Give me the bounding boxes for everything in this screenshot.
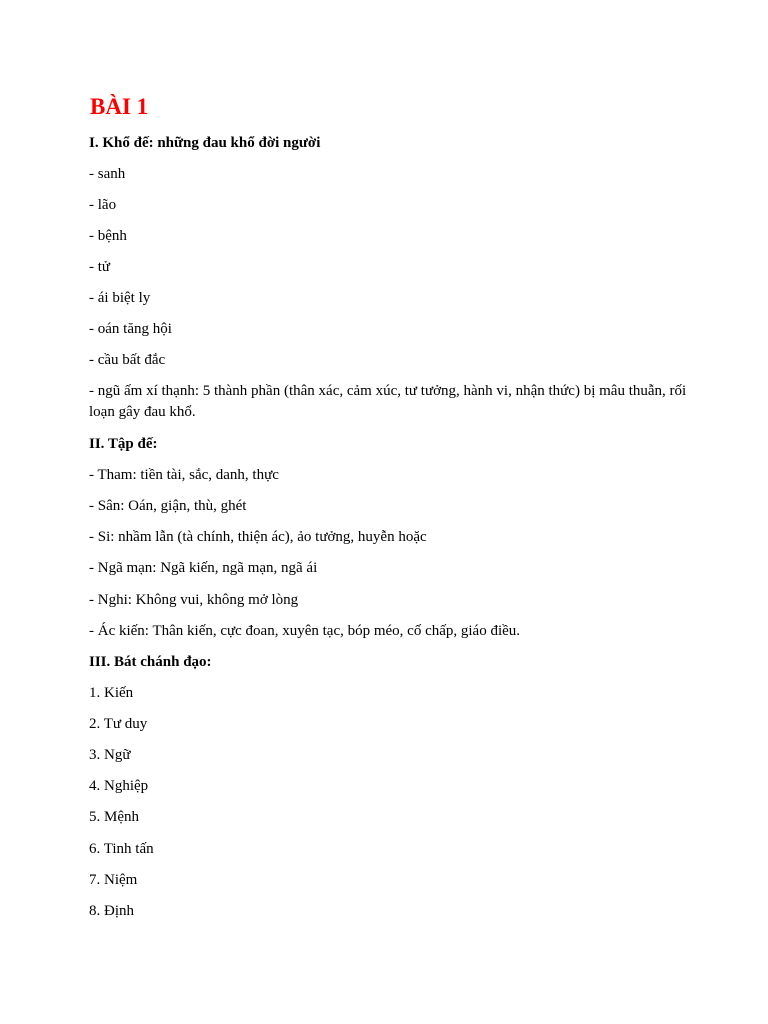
document-title: BÀI 1 (90, 94, 149, 119)
list-item: - Sân: Oán, giận, thù, ghét (89, 498, 247, 514)
list-item: 5. Mệnh (89, 809, 139, 825)
list-item: 3. Ngữ (89, 747, 131, 763)
list-item: - Tham: tiền tài, sắc, danh, thực (89, 467, 279, 483)
list-item: - Ngã mạn: Ngã kiến, ngã mạn, ngã ái (89, 560, 318, 576)
list-item: - Si: nhầm lẫn (tà chính, thiện ác), ảo tưởng, huyễn hoặc (89, 529, 427, 545)
list-item: 1. Kiến (89, 685, 134, 701)
list-item: 7. Niệm (89, 872, 138, 888)
list-item: - ái biệt ly (89, 290, 151, 306)
list-item: - cầu bất đắc (89, 352, 166, 368)
section-heading-tap-de: II. Tập đế: (89, 436, 158, 452)
list-item: - lão (89, 197, 117, 213)
list-item: 8. Định (89, 903, 134, 919)
list-item: - tử (89, 259, 111, 275)
list-item: 6. Tinh tấn (89, 841, 154, 857)
list-item: 4. Nghiệp (89, 778, 149, 794)
section-heading-kho-de: I. Khổ đế: những đau khổ đời người (89, 135, 321, 151)
list-item: - Ác kiến: Thân kiến, cực đoan, xuyên tạc, bóp méo, cố chấp, giáo điều. (89, 623, 521, 639)
list-item: 2. Tư duy (89, 716, 148, 732)
list-item: - Nghi: Không vui, không mở lòng (89, 592, 299, 608)
list-item: - sanh (89, 166, 126, 182)
section-heading-bat-chanh-dao: III. Bát chánh đạo: (89, 654, 212, 670)
list-item: - ngũ ấm xí thạnh: 5 thành phần (thân xác, cảm xúc, tư tưởng, hành vi, nhận thức) bị mâu thuẫn, rối loạn gây đau khổ. (89, 383, 687, 420)
list-item: - oán tăng hội (89, 321, 172, 337)
list-item: - bệnh (89, 228, 127, 244)
